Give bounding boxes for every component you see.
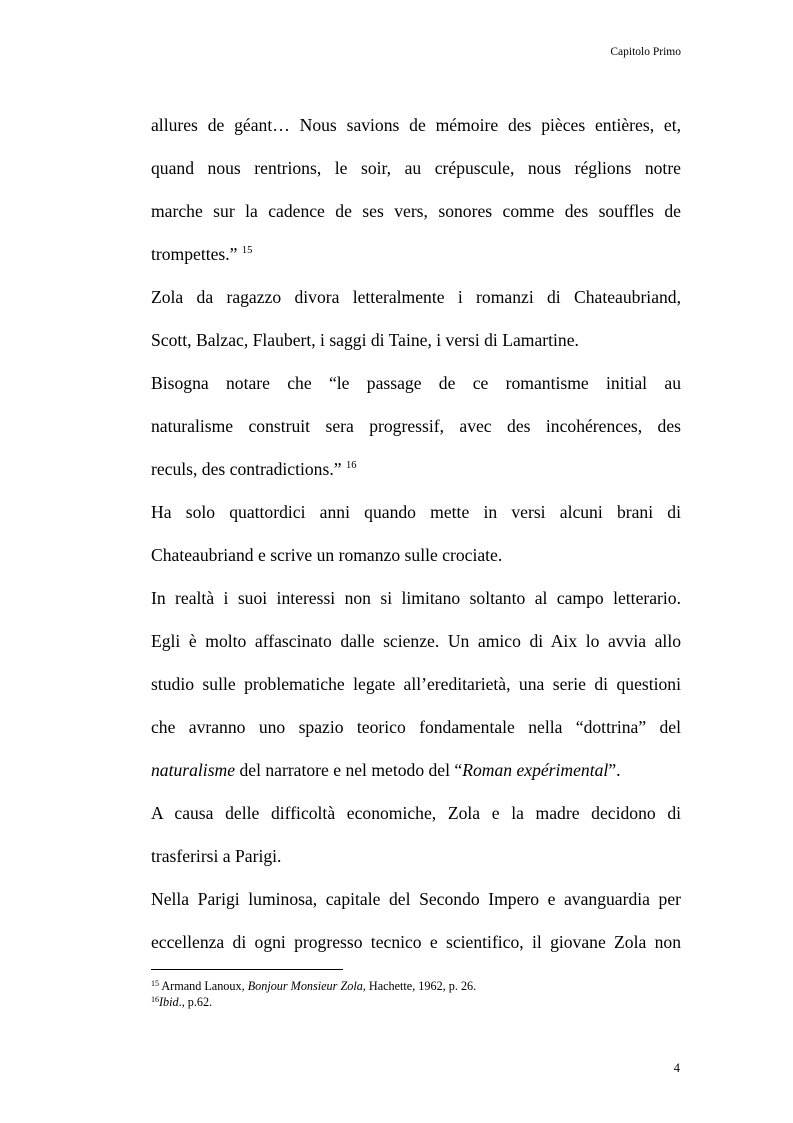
text-line: Egli è molto affascinato dalle scienze. Un amico di Aix lo avvia allo: [151, 631, 681, 651]
text-line: quand nous rentrions, le soir, au crépuscule, nous réglions notre: [151, 158, 681, 178]
page-number: 4: [673, 1061, 680, 1075]
text-line: In realtà i suoi interessi non si limitano soltanto al campo letterario.: [151, 588, 681, 608]
text-span: Armand Lanoux,: [159, 979, 248, 993]
footnote-divider: [151, 969, 343, 970]
text-line: [151, 233, 681, 276]
text-line: [151, 448, 681, 491]
text-line: Chateaubriand e scrive un romanzo sulle crociate.: [151, 545, 503, 565]
footnote-15: [151, 978, 476, 994]
text-line: Ha solo quattordici anni quando mette in versi alcuni brani di: [151, 502, 681, 522]
text-line: Bisogna notare che “le passage de ce romantisme initial au: [151, 373, 681, 393]
running-header: Capitolo Primo: [610, 46, 681, 58]
text-span: trompettes.”: [151, 244, 238, 264]
text-span: del narratore e nel metodo del “: [235, 760, 463, 780]
book-title: Ibid: [159, 995, 179, 1009]
body-text: [151, 104, 681, 964]
italic-term: naturalisme: [151, 760, 236, 780]
text-line: A causa delle difficoltà economiche, Zola e la madre decidono di: [151, 803, 681, 823]
book-title: Bonjour Monsieur Zola: [247, 979, 363, 993]
text-line: trasferirsi a Parigi.: [151, 846, 282, 866]
text-line: che avranno uno spazio teorico fondamentale nella “dottrina” del: [151, 717, 681, 737]
italic-term: Roman expérimental: [462, 760, 609, 780]
text-span: reculs, des contradictions.”: [151, 459, 342, 479]
text-line: allures de géant… Nous savions de mémoire des pièces entières, et,: [151, 115, 681, 135]
text-span: , Hachette, 1962, p. 26.: [362, 979, 477, 993]
text-line: eccellenza di ogni progresso tecnico e scientifico, il giovane Zola non: [151, 932, 681, 952]
text-line: [151, 749, 681, 792]
footnote-number: 16: [151, 995, 159, 1004]
text-line: Nella Parigi luminosa, capitale del Secondo Impero e avanguardia per: [151, 889, 681, 909]
footnote-16: [151, 994, 212, 1010]
footnote-ref-15: 15: [241, 245, 253, 256]
text-line: studio sulle problematiche legate all’ereditarietà, una serie di questioni: [151, 674, 681, 694]
text-line: naturalisme construit sera progressif, avec des incohérences, des: [151, 416, 681, 436]
footnote-ref-16: 16: [345, 460, 357, 471]
text-line: Zola da ragazzo divora letteralmente i romanzi di Chateaubriand,: [151, 287, 681, 307]
text-span: ”.: [608, 760, 621, 780]
text-span: ., p.62.: [178, 995, 213, 1009]
footnote-number: 15: [151, 979, 159, 988]
text-line: Scott, Balzac, Flaubert, i saggi di Taine, i versi di Lamartine.: [151, 330, 579, 350]
text-line: marche sur la cadence de ses vers, sonores comme des souffles de: [151, 201, 681, 221]
